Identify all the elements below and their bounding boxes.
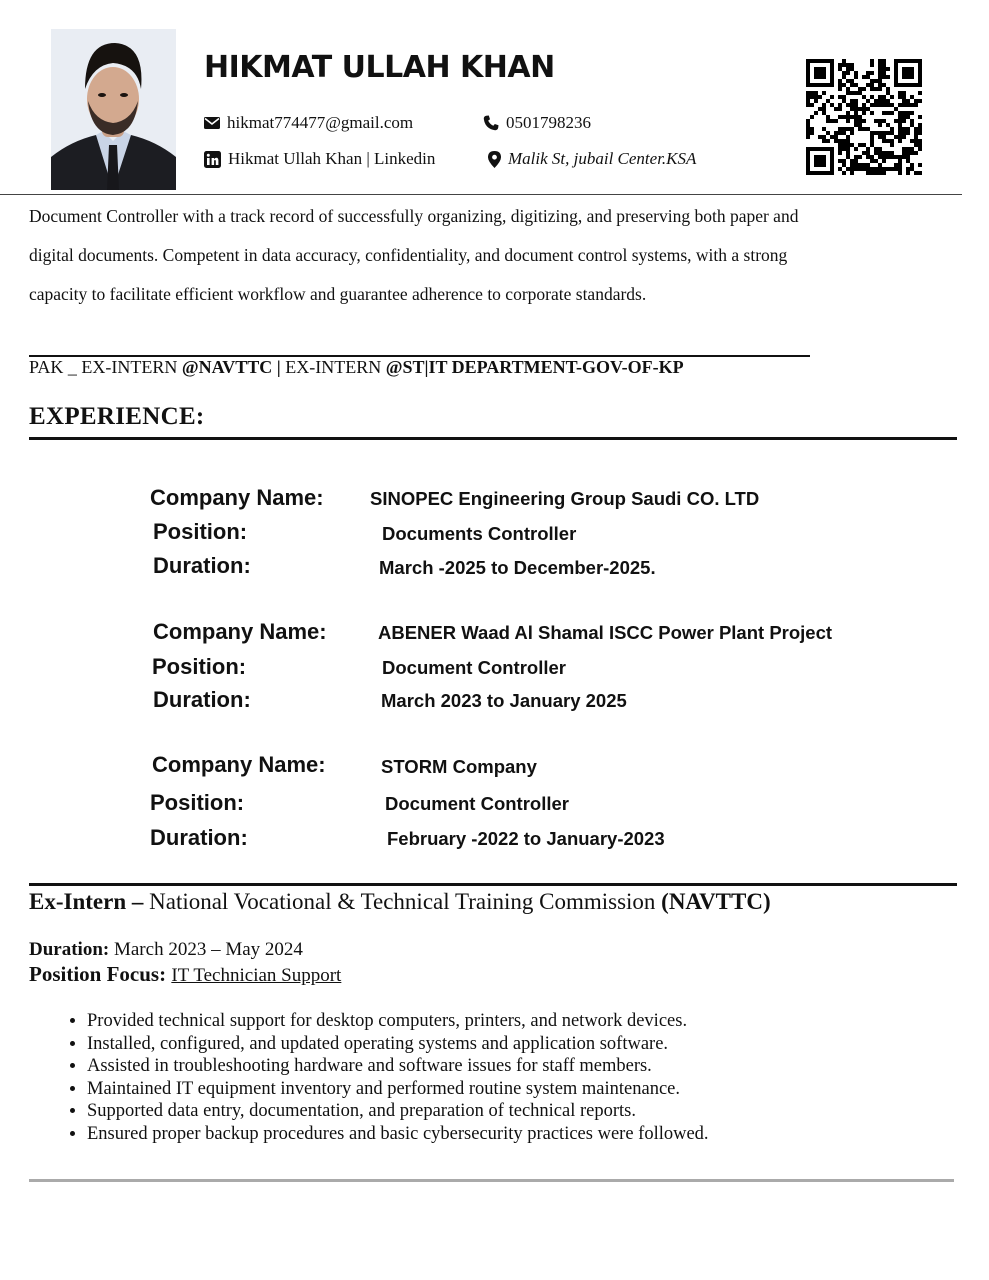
candidate-name: HIKMAT ULLAH KHAN — [204, 50, 555, 85]
internship-org: National Vocational & Technical Training Commission — [149, 889, 656, 914]
phone-text: 0501798236 — [506, 113, 591, 132]
position-label: Position: — [152, 654, 247, 679]
list-item: • Provided technical support for desktop computers, printers, and network devices. — [87, 1010, 709, 1033]
duration-value: March -2025 to December-2025. — [379, 557, 656, 578]
company-label: Company Name: — [152, 752, 326, 777]
position-value: Document Controller — [385, 793, 569, 814]
list-item: • Ensured proper backup procedures and basic cybersecurity practices were followed. — [87, 1123, 709, 1146]
internship-role: Ex-Intern – — [29, 889, 144, 914]
internship-duration — [29, 939, 303, 961]
list-item: • Assisted in troubleshooting hardware and software issues for staff members. — [87, 1055, 709, 1078]
email-contact[interactable] — [204, 113, 413, 133]
duration-label: Duration: — [153, 553, 251, 578]
location-text: Malik St, jubail Center.KSA — [508, 149, 697, 168]
internship-focus-value: IT Technician Support — [171, 965, 342, 986]
duration-label: Duration: — [150, 825, 248, 850]
company-label: Company Name: — [150, 485, 324, 510]
intern-prefix: PAK _ EX-INTERN — [29, 357, 182, 377]
header-divider — [0, 194, 962, 195]
intern-mid: EX-INTERN — [285, 357, 386, 377]
list-item: • Supported data entry, documentation, and preparation of technical reports. — [87, 1100, 709, 1123]
internship-divider — [29, 883, 957, 886]
company-value: SINOPEC Engineering Group Saudi CO. LTD — [370, 488, 760, 509]
list-item: • Installed, configured, and updated operating systems and application software. — [87, 1033, 709, 1056]
intern-separator: | — [272, 357, 286, 377]
internship-duration-label: Duration: — [29, 939, 110, 960]
company-label: Company Name: — [153, 619, 327, 644]
linkedin-text: Hikmat Ullah Khan | Linkedin — [228, 149, 436, 168]
position-value: Document Controller — [382, 657, 566, 678]
location-pin-icon — [488, 151, 501, 168]
intern-highlights — [29, 357, 684, 378]
envelope-icon — [204, 117, 220, 129]
position-label: Position: — [153, 519, 248, 544]
location-contact — [488, 149, 696, 169]
footer-divider — [29, 1179, 954, 1182]
company-value: ABENER Waad Al Shamal ISCC Power Plant Project — [378, 622, 833, 643]
duration-value: March 2023 to January 2025 — [381, 690, 627, 711]
internship-focus-label: Position Focus: — [29, 962, 167, 986]
qr-code-icon[interactable] — [806, 59, 922, 175]
linkedin-contact[interactable] — [204, 149, 435, 169]
linkedin-icon — [204, 151, 221, 168]
internship-duties — [50, 1010, 709, 1145]
company-value: STORM Company — [381, 756, 537, 777]
intern-org-navttc: @NAVTTC — [181, 357, 273, 377]
list-item: • Maintained IT equipment inventory and performed routine system maintenance. — [87, 1078, 709, 1101]
intern-org-kp: @ST|IT DEPARTMENT-GOV-OF-KP — [385, 357, 684, 377]
position-value: Documents Controller — [382, 523, 577, 544]
internship-duration-value: March 2023 – May 2024 — [113, 939, 303, 960]
profile-photo — [51, 29, 176, 190]
position-label: Position: — [150, 790, 245, 815]
experience-heading: EXPERIENCE: — [29, 403, 205, 430]
internship-title — [29, 889, 771, 915]
experience-divider — [29, 437, 957, 440]
duration-value: February -2022 to January-2023 — [387, 828, 665, 849]
professional-summary: Document Controller with a track record of successfully organizing, digitizing, and preserving both paper and digital documents. Competent in data accuracy, confidentiality, and document control systems, with a strong capacity to facilitate efficient workflow and guarantee adherence to corporate standards. — [29, 206, 799, 304]
internship-abbr: (NAVTTC) — [661, 889, 771, 914]
duration-label: Duration: — [153, 687, 251, 712]
internship-focus — [29, 962, 341, 987]
phone-contact[interactable] — [483, 113, 591, 133]
phone-icon — [483, 115, 499, 131]
email-text: hikmat774477@gmail.com — [227, 113, 414, 132]
